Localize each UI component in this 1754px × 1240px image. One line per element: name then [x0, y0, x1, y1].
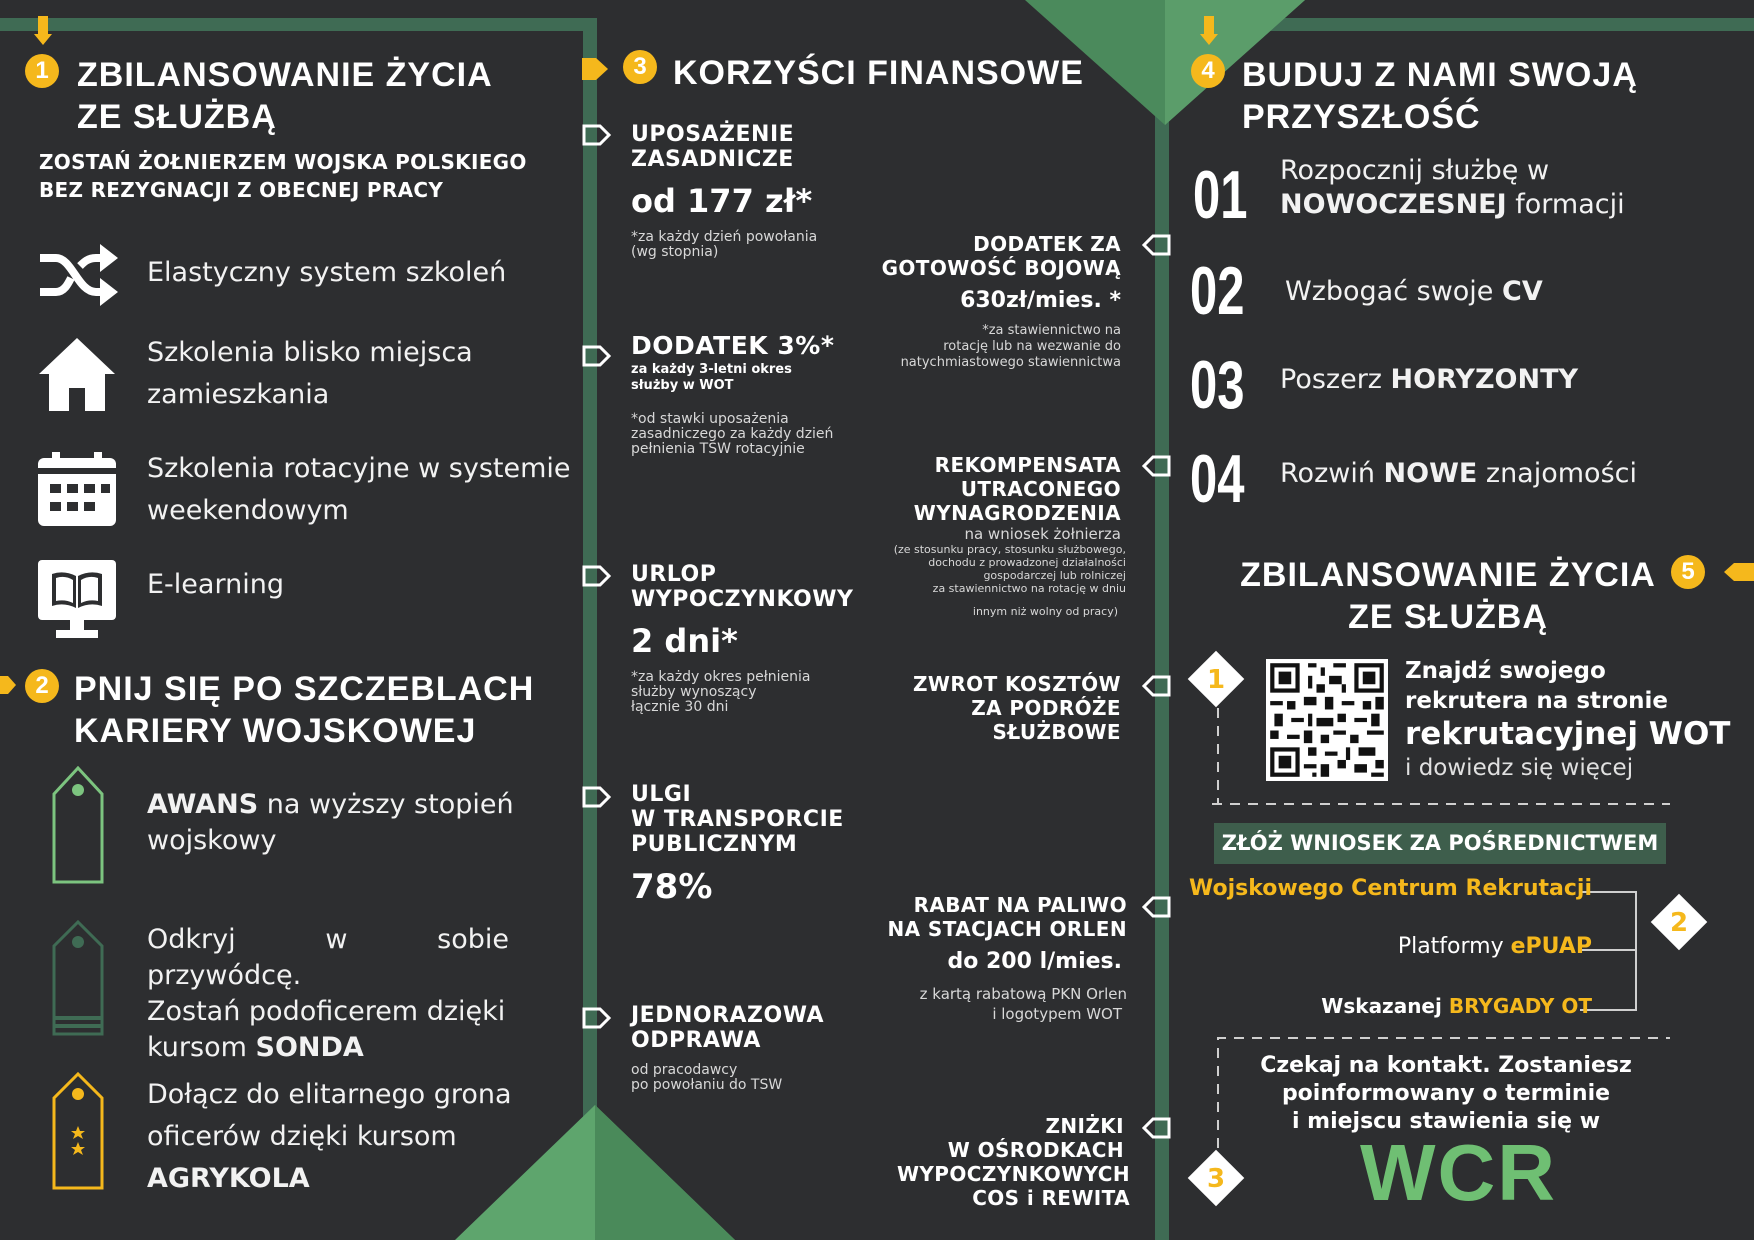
pointer-icon	[582, 565, 612, 587]
marker-icon	[1724, 563, 1754, 581]
section-title-2: PNIJ SIĘ PO SZCZEBLACH KARIERY WOJSKOWEJ	[74, 670, 535, 750]
benefit-fuel: RABAT NA PALIWO NA STACJACH ORLEN do 200 l/mies. z kartą rabatową PKN Orlen i logotypem WOT	[887, 893, 1127, 1023]
pointer-icon	[582, 124, 612, 146]
section-badge-3: 3	[623, 50, 657, 84]
pointer-icon	[1142, 455, 1172, 477]
step-number-03: 03	[1190, 347, 1245, 423]
step-diamond-2-label: 2	[1669, 908, 1689, 938]
wait-text: Czekaj na kontakt. Zostaniesz poinformowany o terminie i miejscu stawienia się w	[1260, 1053, 1632, 1134]
apply-box: ZŁÓŻ WNIOSEK ZA POŚREDNICTWEM	[1214, 823, 1666, 864]
benefit-travel: ZWROT KOSZTÓW ZA PODRÓŻE SŁUŻBOWE	[913, 672, 1121, 744]
section-subtitle-1: ZOSTAŃ ŻOŁNIERZEM WOJSKA POLSKIEGO BEZ REZYGNACJI Z OBECNEJ PRACY	[39, 150, 527, 202]
benefit-bonus-3: DODATEK 3%* za każdy 3-letni okres służby w WOT *od stawki uposażenia zasadniczego za każdy dzień pełnienia TSW rotacyjnie	[631, 331, 835, 457]
section-badge-2: 2	[25, 669, 59, 703]
recruiter-text: Znajdź swojego rekrutera na stronie rekrutacyjnej WOT i dowiedz się więcej	[1405, 658, 1731, 781]
benefit-transport: ULGI W TRANSPORCIE PUBLICZNYM 78%	[631, 782, 844, 907]
calendar-icon	[38, 452, 116, 526]
pointer-icon	[1142, 675, 1172, 697]
option-brigade[interactable]: Wskazanej BRYGADY OT	[1321, 994, 1592, 1018]
feature-3: Szkolenia rotacyjne w systemie weekendowym	[147, 453, 571, 526]
step-number-01: 01	[1193, 157, 1248, 233]
option-epuap[interactable]: Platformy ePUAP	[1397, 934, 1592, 959]
marker-icon	[582, 58, 608, 80]
feature-2: Szkolenia blisko miejsca zamieszkania	[147, 337, 473, 410]
section-badge-1: 1	[25, 54, 59, 88]
marker-icon	[1200, 16, 1218, 46]
pointer-icon	[1142, 234, 1172, 256]
step-diamond-3-label: 3	[1206, 1164, 1226, 1194]
step-diamond-1-label: 1	[1206, 665, 1226, 695]
section-title-4: BUDUJ Z NAMI SWOJĄ PRZYSZŁOŚĆ	[1242, 56, 1638, 136]
benefit-readiness: DODATEK ZA GOTOWOŚĆ BOJOWĄ 630zł/mies. * *za stawiennictwo na rotację lub na wezwanie do natychmiastowego stawiennictwa	[881, 232, 1121, 370]
pointer-icon	[582, 786, 612, 808]
career-3: Dołącz do elitarnego grona oficerów dzięki kursom AGRYKOLA	[147, 1079, 512, 1194]
section-badge-4: 4	[1191, 54, 1225, 88]
pointer-icon	[1142, 896, 1172, 918]
monitor-book-icon	[38, 560, 116, 640]
rank-nco-icon	[50, 920, 106, 1038]
step-1: Rozpocznij służbę w NOWOCZESNEJ formacji	[1280, 155, 1625, 220]
feature-4: E-learning	[147, 569, 284, 600]
benefit-leave: URLOP WYPOCZYNKOWY 2 dni* *za każdy okres pełnienia służby wynoszący łącznie 30 dni	[631, 562, 854, 715]
pointer-icon	[1142, 1117, 1172, 1139]
qr-code[interactable]	[1266, 659, 1388, 781]
shuffle-icon	[38, 240, 118, 310]
marker-icon	[0, 676, 16, 694]
benefit-base-pay: UPOSAŻENIE ZASADNICZE od 177 zł* *za każdy dzień powołania (wg stopnia)	[631, 122, 818, 260]
benefit-compensation: REKOMPENSATA UTRACONEGO WYNAGRODZENIA na wniosek żołnierza (ze stosunku pracy, stosunku służbowego, dochodu z prowadzonej działalności gospodarczej lub rolniczej za stawiennictwo na rotację w dniu innym niż wolny od pracy)	[893, 453, 1126, 618]
wcr-logo-text: WCR	[1360, 1128, 1558, 1217]
section-title-3: KORZYŚCI FINANSOWE	[673, 54, 1084, 92]
step-number-04: 04	[1190, 441, 1245, 517]
benefit-severance: JEDNORAZOWA ODPRAWA od pracodawcy po powołaniu do TSW	[631, 1003, 825, 1093]
step-number-02: 02	[1190, 253, 1245, 329]
rank-private-icon	[50, 766, 106, 886]
rank-officer-icon	[50, 1072, 106, 1192]
step-4: Rozwiń NOWE znajomości	[1280, 458, 1637, 489]
pointer-icon	[582, 1007, 612, 1029]
step-2: Wzbogać swoje CV	[1285, 276, 1543, 307]
house-icon	[38, 336, 116, 412]
career-1: AWANS na wyższy stopień wojskowy	[147, 789, 514, 856]
pointer-icon	[582, 345, 612, 367]
section-title-5: ZBILANSOWANIE ŻYCIA ZE SŁUŻBĄ	[1240, 556, 1656, 636]
career-2: Odkryj w sobie przywódcę. Zostań podoficerem dzięki kursom SONDA	[147, 924, 509, 1063]
section-badge-5: 5	[1671, 555, 1705, 589]
feature-1: Elastyczny system szkoleń	[147, 257, 507, 288]
option-wcr[interactable]: Wojskowego Centrum Rekrutacji	[1189, 876, 1592, 901]
section-title-1: ZBILANSOWANIE ŻYCIA ZE SŁUŻBĄ	[77, 56, 493, 136]
marker-icon	[34, 16, 52, 46]
step-3: Poszerz HORYZONTY	[1280, 364, 1579, 395]
benefit-resorts: ZNIŻKI W OŚRODKACH WYPOCZYNKOWYCH COS i REWITA	[896, 1114, 1130, 1210]
